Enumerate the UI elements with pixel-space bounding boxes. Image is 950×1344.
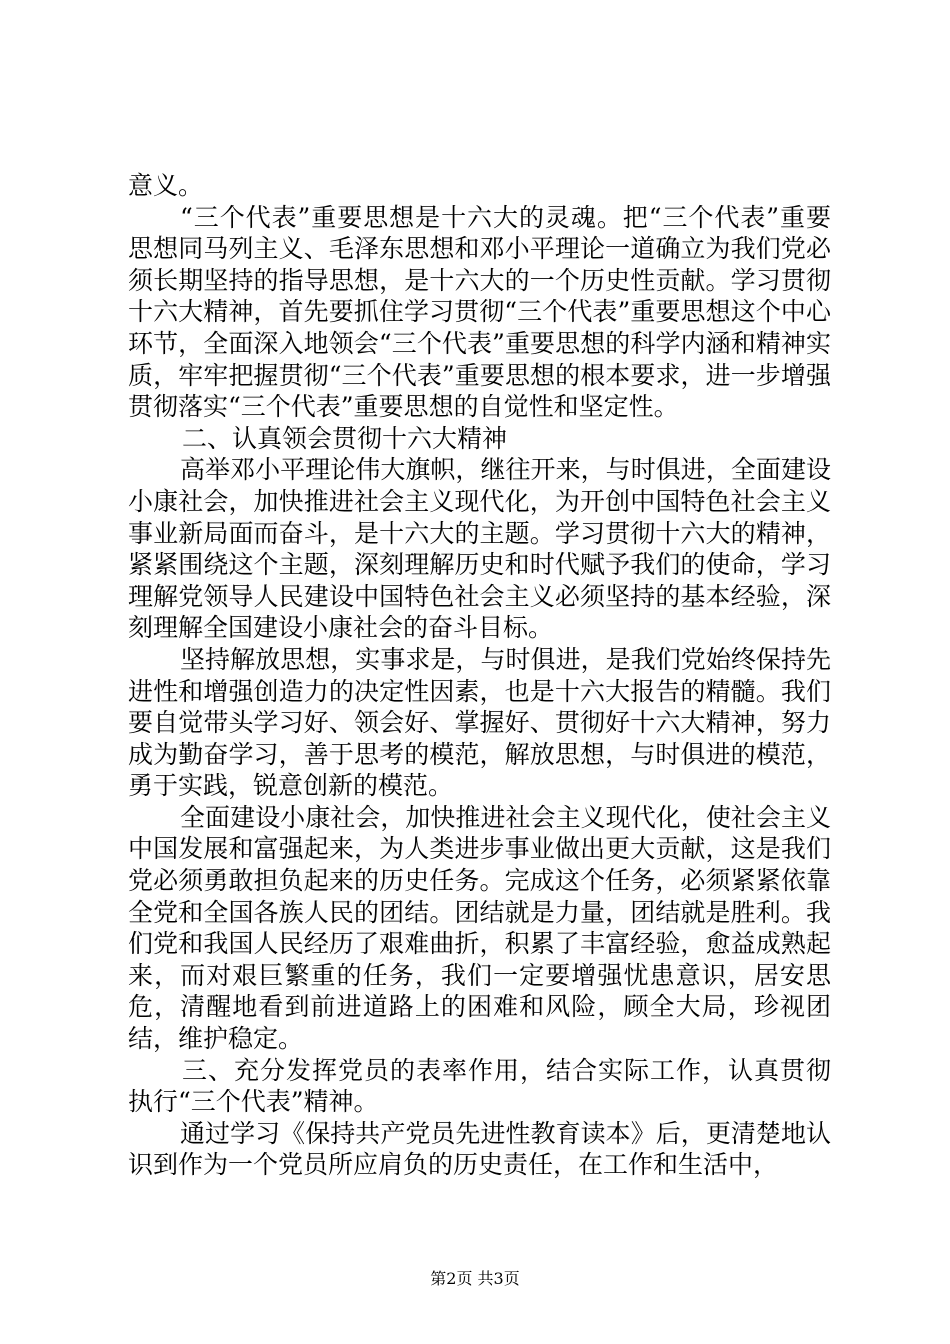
document-body — [128, 170, 831, 1181]
section-heading-two: 二、认真领会贯彻十六大精神 — [182, 423, 508, 453]
page-footer: 第2页 共3页 — [430, 1269, 520, 1288]
paragraph-theme: 高举邓小平理论伟大旗帜，继往开来，与时俱进，全面建设小康社会，加快推进社会主义现代化，为开创中国特色社会主义事业新局面而奋斗，是十六大的主题。学习贯彻十六大的精神，紧紧围绕这个主题，深刻理解历史和时代赋予我们的使命，学习理解党领导人民建设中国特色社会主义必须坚持的基本经验，深刻理解全国建设小康社会的奋斗目标。 — [128, 455, 831, 643]
paragraph-continuation: 意义。 — [128, 171, 204, 200]
paragraph-three-represents: “三个代表”重要思想是十六大的灵魂。把“三个代表”重要思想同马列主义、毛泽东思想和邓小平理论一道确立为我们党必须长期坚持的指导思想，是十六大的一个历史性贡献。学习贯彻十六大精神，首先要抓住学习贯彻“三个代表”重要思想这个中心环节，全面深入地领会“三个代表”重要思想的科学内涵和精神实质，牢牢把握贯彻“三个代表”重要思想的根本要求，进一步增强贯彻落实“三个代表”重要思想的自觉性和坚定性。 — [128, 202, 831, 422]
paragraph-xiaokang: 全面建设小康社会，加快推进社会主义现代化，使社会主义中国发展和富强起来，为人类进步事业做出更大贡献，这是我们党必须勇敢担负起来的历史任务。完成这个任务，必须紧紧依靠全党和全国各族人民的团结。团结就是力量，团结就是胜利。我们党和我国人民经历了艰难曲折，积累了丰富经验，愈益成熟起来，而对艰巨繁重的任务，我们一定要增强忧患意识，居安思危，清醒地看到前进道路上的困难和风险，顾全大局，珍视团结，维护稳定。 — [128, 802, 831, 1054]
paragraph-study-reader: 通过学习《保持共产党员先进性教育读本》后，更清楚地认识到作为一个党员所应肩负的历史责任，在工作和生活中， — [128, 1118, 831, 1180]
section-heading-three: 三、充分发挥党员的表率作用，结合实际工作，认真贯彻执行“三个代表”精神。 — [128, 1055, 831, 1117]
paragraph-emancipate-mind: 坚持解放思想，实事求是，与时俱进，是我们党始终保持先进性和增强创造力的决定性因素，也是十六大报告的精髓。我们要自觉带头学习好、领会好、掌握好、贯彻好十六大精神，努力成为勤奋学习，善于思考的模范，解放思想，与时俱进的模范，勇于实践，锐意创新的模范。 — [128, 644, 831, 801]
